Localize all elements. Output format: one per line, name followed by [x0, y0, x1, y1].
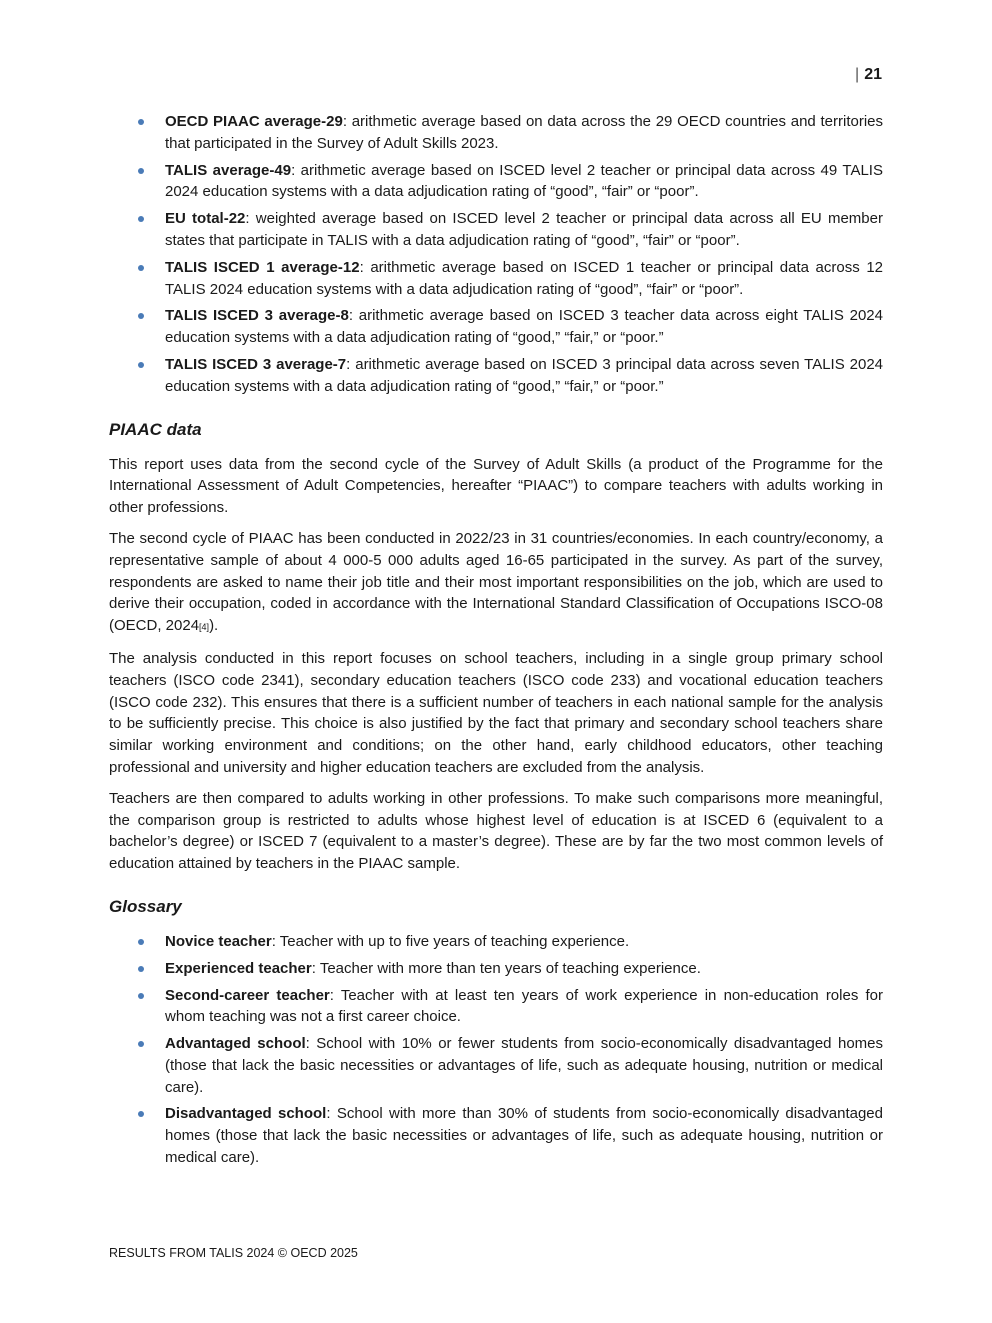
list-item [109, 257, 883, 301]
piaac-paragraph-1: This report uses data from the second cycle of the Survey of Adult Skills (a product of the Programme for the International Assessment of Adult Competencies, hereafter “PIAAC”) to compare teachers with adults working in other professions. [109, 455, 883, 517]
glossary-term: Novice teacher [165, 932, 272, 950]
definition-text: : arithmetic average based on ISCED level 2 teacher or principal data across 49 TALIS 2024 education systems with a data adjudication rating of “good”, “fair” or “poor”. [165, 161, 883, 201]
list-item [109, 354, 883, 398]
definition-term: TALIS ISCED 1 average-12 [165, 258, 360, 276]
definition-text: : arithmetic average based on data across the 29 OECD countries and territories that participated in the Survey of Adult Skills 2023. [165, 113, 883, 152]
glossary-heading: Glossary [109, 896, 182, 916]
definition-term: OECD PIAAC average-29 [165, 113, 343, 130]
page-separator: | [855, 66, 860, 83]
glossary-term: Experienced teacher [165, 959, 312, 977]
piaac-paragraph-2-end: ). [209, 617, 219, 635]
list-item [109, 958, 883, 980]
glossary-text: : School with more than 30% of students from socio-economically disadvantaged homes (those that lack the basic necessities or advantages of life, such as adequate housing, nutrition or medical care). [165, 1105, 883, 1167]
list-item [109, 985, 883, 1029]
list-item [109, 1033, 883, 1098]
definition-term: TALIS average-49 [165, 161, 292, 179]
list-item [109, 305, 883, 349]
page-number-value: 21 [864, 66, 882, 83]
list-item [109, 160, 883, 204]
piaac-paragraph-2 [109, 528, 883, 639]
piaac-paragraph-3: The analysis conducted in this report focuses on school teachers, including in a single group primary school teachers (ISCO code 2341), secondary education teachers (ISCO code 233) and vocational education teachers (ISCO code 232). This ensures that there is a sufficient number of teachers in each national sample for the analysis to be sufficiently precise. This choice is also justified by the fact that primary and secondary school teachers share similar working environment and conditions; on the other hand, early childhood educators, other teaching professional and university and higher education teachers are excluded from the analysis. [109, 649, 883, 776]
definition-text: : arithmetic average based on ISCED 1 teacher or principal data across 12 TALIS 2024 education systems with a data adjudication rating of “good”, “fair” or “poor”. [165, 258, 884, 298]
glossary-term: Second-career teacher [165, 986, 330, 1004]
glossary-text: : Teacher with up to five years of teaching experience. [271, 932, 630, 950]
definition-term: TALIS ISCED 3 average-8 [165, 307, 349, 325]
glossary-list [109, 931, 883, 1169]
list-item [109, 208, 883, 252]
definition-text: : weighted average based on ISCED level 2 teacher or principal data across all EU member states that participate in TALIS with a data adjudication rating of “good”, “fair” or “poor”. [165, 210, 883, 249]
list-item [109, 111, 883, 155]
glossary-text: : Teacher with more than ten years of teaching experience. [311, 959, 701, 977]
list-item [109, 1103, 883, 1168]
list-item [109, 931, 883, 953]
glossary-text: : Teacher with at least ten years of work experience in non-education roles for whom teaching was not a first career choice. [165, 986, 884, 1026]
definitions-list [109, 111, 883, 398]
glossary-term: Disadvantaged school [165, 1105, 327, 1123]
glossary-text: : School with 10% or fewer students from socio-economically disadvantaged homes (those that lack the basic necessities or advantages of life, such as adequate housing, nutrition or medical care). [165, 1035, 883, 1096]
page-number [855, 66, 882, 84]
definition-term: TALIS ISCED 3 average-7 [165, 355, 347, 373]
citation-link[interactable]: [4] [199, 622, 210, 633]
piaac-paragraph-4: Teachers are then compared to adults working in other professions. To make such comparisons more meaningful, the comparison group is restricted to adults whose highest level of education is at ISCED 6 (equivalent to a bachelor’s degree) or ISCED 7 (equivalent to a master’s degree). These are by far the two most common levels of education attained by teachers in the PIAAC sample. [109, 789, 883, 873]
definition-term: EU total-22 [165, 210, 246, 228]
definition-text: : arithmetic average based on ISCED 3 teacher data across eight TALIS 2024 education systems with a data adjudication rating of “good,” “fair,” or “poor.” [165, 307, 883, 347]
piaac-heading: PIAAC data [109, 419, 202, 439]
definition-text: : arithmetic average based on ISCED 3 principal data across seven TALIS 2024 education systems with a data adjudication rating of “good,” “fair,” or “poor.” [165, 355, 884, 395]
page-content [109, 111, 883, 1174]
glossary-term: Advantaged school [165, 1035, 306, 1053]
piaac-paragraph-2-text: The second cycle of PIAAC has been conducted in 2022/23 in 31 countries/economies. In each country/economy, a representative sample of about 4 000-5 000 adults aged 16-65 participated in the survey. As part of the survey, respondents are asked to name their job title and their most important responsibilities on the job, which are used to derive their occupation, coded in accordance with the International Standard Classification of Occupations ISCO-08 (OECD, 2024 [109, 529, 883, 635]
page-footer: RESULTS FROM TALIS 2024 © OECD 2025 [109, 1246, 358, 1260]
